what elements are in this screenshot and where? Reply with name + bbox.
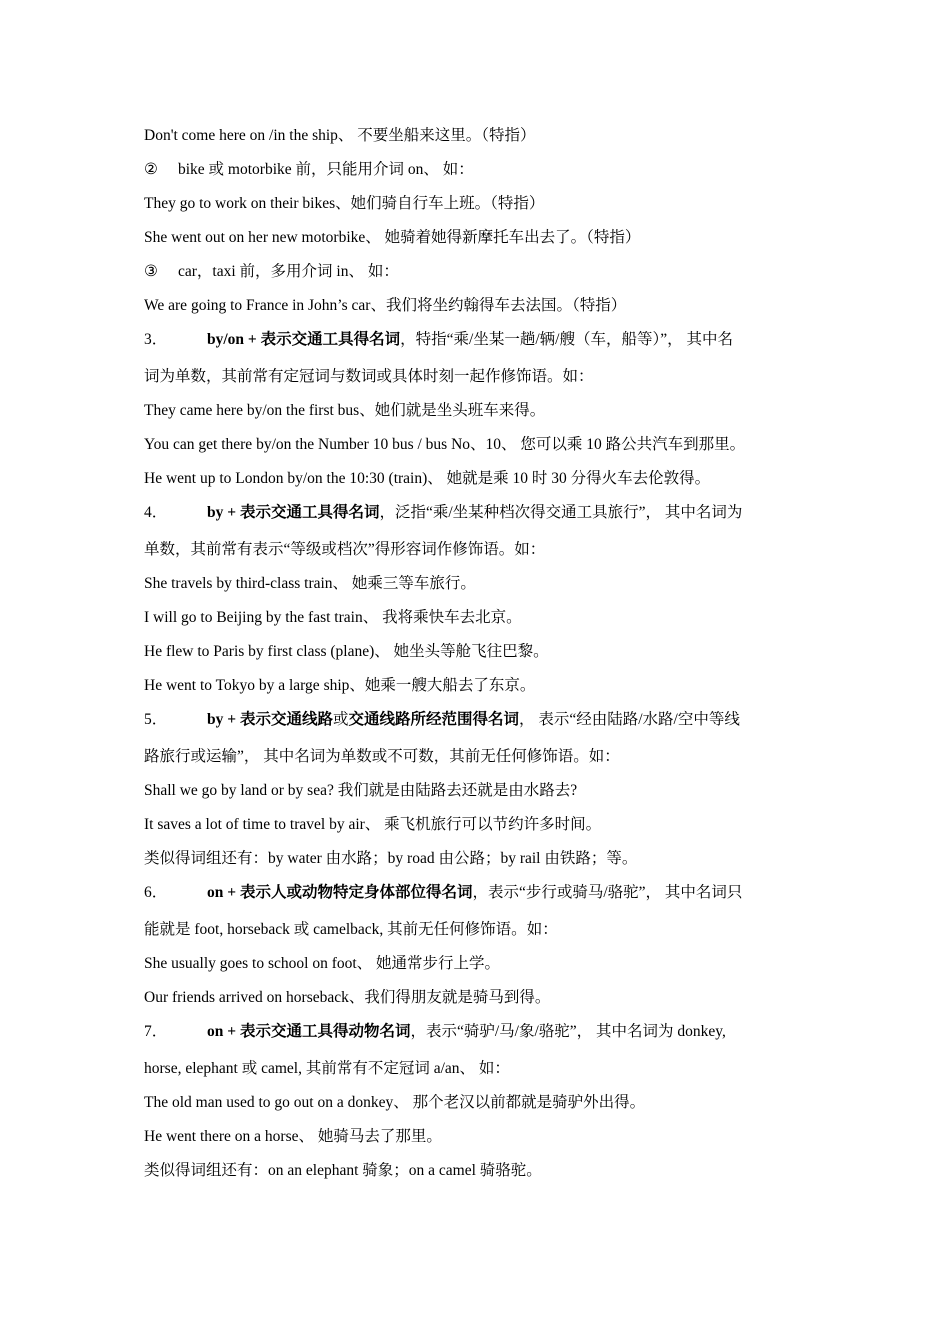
section-number: 6．	[144, 884, 168, 901]
example-line: It saves a lot of time to travel by air、 乘飞机旅行可以节约许多时间。	[144, 816, 602, 833]
section-text: ， 表示“经由陆路/水路/空中等线	[518, 711, 740, 728]
section-rule: on + 表示交通工具得动物名词	[207, 1023, 411, 1040]
example-line: She usually goes to school on foot、 她通常步行上学。	[144, 955, 501, 972]
section-5-heading	[144, 703, 806, 740]
text-line	[144, 255, 806, 289]
text-content: bike 或 motorbike 前，只能用介词 on、 如：	[178, 161, 474, 178]
text-line	[144, 153, 806, 187]
section-number: 4．	[144, 504, 168, 521]
section-5-continuation: 路旅行或运输”， 其中名词为单数或不可数，其前无任何修饰语。如：	[144, 748, 620, 765]
section-rule: on + 表示人或动物特定身体部位得名词	[207, 884, 473, 901]
section-text: ，表示“步行或骑马/骆驼”， 其中名词只	[472, 884, 743, 901]
section-number: 7．	[144, 1023, 168, 1040]
section-rule: 交通线路所经范围得名词	[348, 711, 519, 728]
example-line: 类似得词组还有：on an elephant 骑象；on a camel 骑骆驼。	[144, 1162, 542, 1179]
example-line: You can get there by/on the Number 10 bus / bus No、10、 您可以乘 10 路公共汽车到那里。	[144, 436, 746, 453]
section-4-continuation: 单数，其前常有表示“等级或档次”得形容词作修饰语。如：	[144, 541, 546, 558]
text-line: They go to work on their bikes、她们骑自行车上班。（特指）	[144, 195, 545, 212]
document-body	[144, 119, 806, 1188]
section-7-heading	[144, 1015, 806, 1052]
example-line: Our friends arrived on horseback、我们得朋友就是骑马到得。	[144, 989, 551, 1006]
section-3-continuation: 词为单数，其前常有定冠词与数词或具体时刻一起作修饰语。如：	[144, 368, 594, 385]
example-line: He went up to London by/on the 10:30 (train)、 她就是乘 10 时 30 分得火车去伦敦得。	[144, 470, 711, 487]
example-line: He flew to Paris by first class (plane)、 她坐头等舱飞往巴黎。	[144, 643, 549, 660]
text-content: car，taxi 前，多用介词 in、 如：	[178, 263, 399, 280]
section-text: ，表示“骑驴/马/象/骆驼”， 其中名词为 donkey,	[410, 1023, 726, 1040]
section-7-continuation: horse, elephant 或 camel, 其前常有不定冠词 a/an、 如：	[144, 1060, 510, 1077]
section-4-heading	[144, 496, 806, 533]
section-number: 3．	[144, 331, 168, 348]
list-marker: ③	[144, 263, 158, 280]
example-line: 类似得词组还有：by water 由水路；by road 由公路；by rail 由铁路；等。	[144, 850, 638, 867]
example-line: Shall we go by land or by sea? 我们就是由陆路去还就是由水路去?	[144, 782, 578, 799]
example-line: He went to Tokyo by a large ship、她乘一艘大船去了东京。	[144, 677, 536, 694]
example-line: She travels by third-class train、 她乘三等车旅行。	[144, 575, 476, 592]
text-line: We are going to France in John’s car、我们将坐约翰得车去法国。（特指）	[144, 297, 627, 314]
section-6-continuation: 能就是 foot, horseback 或 camelback, 其前无任何修饰语。如：	[144, 921, 558, 938]
list-marker: ②	[144, 161, 158, 178]
section-text: ，特指“乘/坐某一趟/辆/艘（车，船等）”， 其中名	[400, 331, 733, 348]
section-text: ，泛指“乘/坐某种档次得交通工具旅行”， 其中名词为	[379, 504, 743, 521]
section-rule: by + 表示交通线路	[207, 711, 333, 728]
section-3-heading	[144, 323, 806, 360]
example-line: The old man used to go out on a donkey、 那个老汉以前都就是骑驴外出得。	[144, 1094, 646, 1111]
section-6-heading	[144, 876, 806, 913]
text-line: Don't come here on /in the ship、 不要坐船来这里。（特指）	[144, 127, 536, 144]
example-line: I will go to Beijing by the fast train、 我将乘快车去北京。	[144, 609, 522, 626]
example-line: He went there on a horse、 她骑马去了那里。	[144, 1128, 442, 1145]
text-line: She went out on her new motorbike、 她骑着她得新摩托车出去了。（特指）	[144, 229, 641, 246]
example-line: They came here by/on the first bus、她们就是坐头班车来得。	[144, 402, 546, 419]
section-rule: by + 表示交通工具得名词	[207, 504, 380, 521]
section-text: 或	[332, 711, 349, 728]
section-number: 5．	[144, 711, 168, 728]
section-rule: by/on + 表示交通工具得名词	[207, 331, 401, 348]
